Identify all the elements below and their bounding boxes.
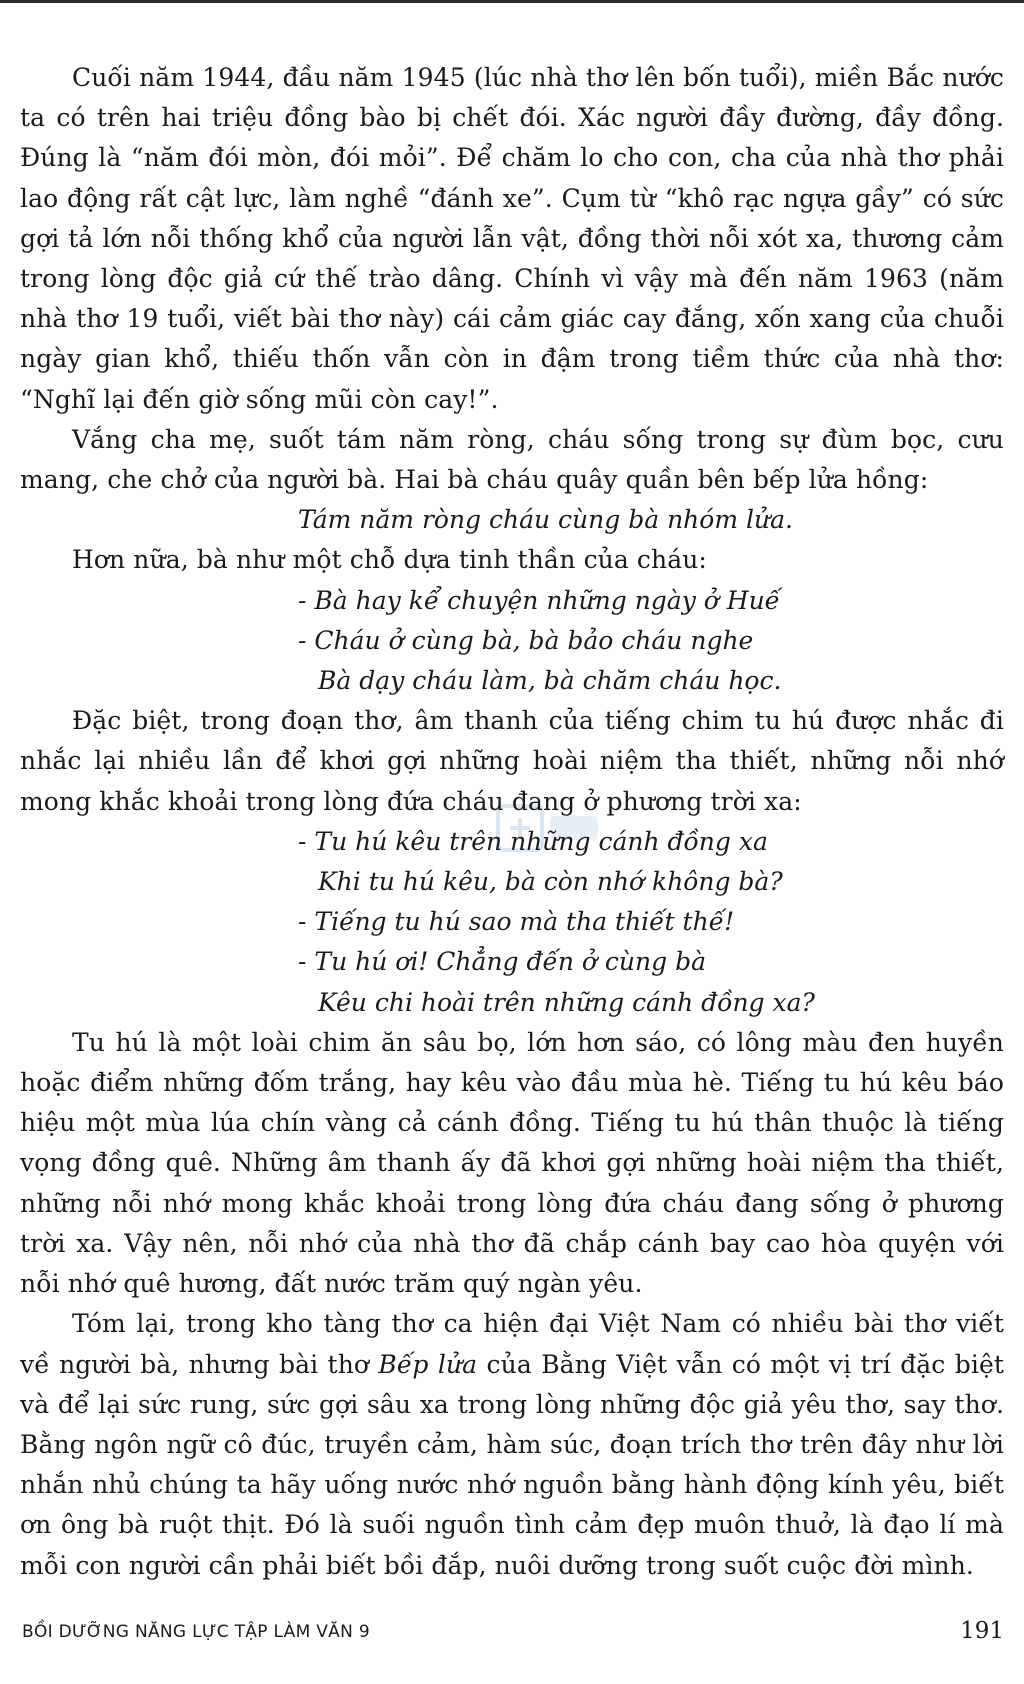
- paragraph-conclusion: [20, 1304, 1004, 1585]
- poem-line: - Bà hay kể chuyện những ngày ở Huế: [298, 585, 781, 615]
- paragraph-spiritual-support: Hơn nữa, bà như một chỗ dựa tinh thần của cháu:: [72, 545, 707, 575]
- book-title: BỒI DƯỠNG NĂNG LỰC TẬP LÀM VĂN 9: [22, 1622, 370, 1642]
- poem-line: Bà dạy cháu làm, bà chăm cháu học.: [318, 666, 782, 696]
- paragraph-famine-context: Cuối năm 1944, đầu năm 1945 (lúc nhà thơ lên bốn tuổi), miền Bắc nước ta có trên hai triệu đồng bào bị chết đói. Xác người đầy đường, đầy đồng. Đúng là “năm đói mòn, đói mỏi”. Để chăm lo cho con, cha của nhà thơ phải lao động rất cật lực, làm nghề “đánh xe”. Cụm từ “khô rạc ngựa gầy” có sức gợi tả lớn nỗi thống khổ của người lẫn vật, đồng thời nỗi xót xa, thương cảm trong lòng độc giả cứ thế trào dâng. Chính vì vậy mà đến năm 1963 (năm nhà thơ 19 tuổi, viết bài thơ này) cái cảm giác cay đắng, xốn xang của chuỗi ngày gian khổ, thiếu thốn vẫn còn in đậm trong tiềm thức của nhà thơ: “Nghĩ lại đến giờ sống mũi còn cay!”.: [20, 63, 1004, 414]
- poem-line: Khi tu hú kêu, bà còn nhớ không bà?: [318, 867, 783, 897]
- poem-line: - Tu hú ơi! Chẳng đến ở cùng bà: [298, 947, 706, 977]
- poem-line: - Tiếng tu hú sao mà tha thiết thế!: [298, 907, 735, 937]
- page-number: 191: [960, 1618, 1004, 1644]
- poem-excerpt-cuckoo: [20, 822, 1004, 1023]
- page-body: [20, 58, 1004, 1586]
- poem-line: - Cháu ở cùng bà, bà bảo cháu nghe: [298, 625, 754, 655]
- page-footer: [22, 1618, 1004, 1650]
- poem-excerpt-stories: [20, 581, 1004, 702]
- poem-title-reference: Bếp lửa: [378, 1349, 478, 1379]
- poem-line: - Tu hú kêu trên những cánh đồng xa: [298, 826, 768, 856]
- poem-excerpt-fire: [20, 500, 1004, 540]
- poem-line: Tám năm ròng cháu cùng bà nhóm lửa.: [298, 505, 793, 535]
- paragraph-cuckoo-description: Tu hú là một loài chim ăn sâu bọ, lớn hơn sáo, có lông màu đen huyền hoặc điểm những đốm trắng, hay kêu vào đầu mùa hè. Tiếng tu hú kêu báo hiệu một mùa lúa chín vàng cả cánh đồng. Tiếng tu hú thân thuộc là tiếng vọng đồng quê. Những âm thanh ấy đã khơi gợi những hoài niệm tha thiết, những nỗi nhớ mong khắc khoải trong lòng đứa cháu đang sống ở phương trời xa. Vậy nên, nỗi nhớ của nhà thơ đã chắp cánh bay cao hòa quyện với nỗi nhớ quê hương, đất nước trăm quý ngàn yêu.: [20, 1027, 1004, 1299]
- conclusion-text-end: của Bằng Việt vẫn có một vị trí đặc biệt và để lại sức rung, sức gợi sâu xa trong lòng những độc giả yêu thơ, say thơ. Bằng ngôn ngữ cô đúc, truyền cảm, hàm súc, đoạn trích thơ trên đây như lời nhắn nhủ chúng ta hãy uống nước nhớ nguồn bằng hành động kính yêu, biết ơn ông bà ruột thịt. Đó là suối nguồn tình cảm đẹp muôn thuở, là đạo lí mà mỗi con người cần phải biết bồi đắp, nuôi dưỡng trong suốt cuộc đời mình.: [20, 1349, 1005, 1580]
- top-border-rule: [0, 0, 1024, 3]
- conclusion-text-start: Tóm lại, trong kho tàng thơ ca hiện đại Việt Nam có nhiều bài thơ viết về người bà, nhưng bài thơ: [20, 1309, 1004, 1379]
- poem-line: Kêu chi hoài trên những cánh đồng xa?: [318, 987, 815, 1017]
- paragraph-cuckoo-sound: Đặc biệt, trong đoạn thơ, âm thanh của tiếng chim tu hú được nhắc đi nhắc lại nhiều lần để khơi gợi những hoài niệm tha thiết, những nỗi nhớ mong khắc khoải trong lòng đứa cháu đang ở phương trời xa:: [20, 706, 1004, 816]
- paragraph-grandmother-care: Vắng cha mẹ, suốt tám năm ròng, cháu sống trong sự đùm bọc, cưu mang, che chở của người bà. Hai bà cháu quây quần bên bếp lửa hồng:: [20, 424, 1004, 495]
